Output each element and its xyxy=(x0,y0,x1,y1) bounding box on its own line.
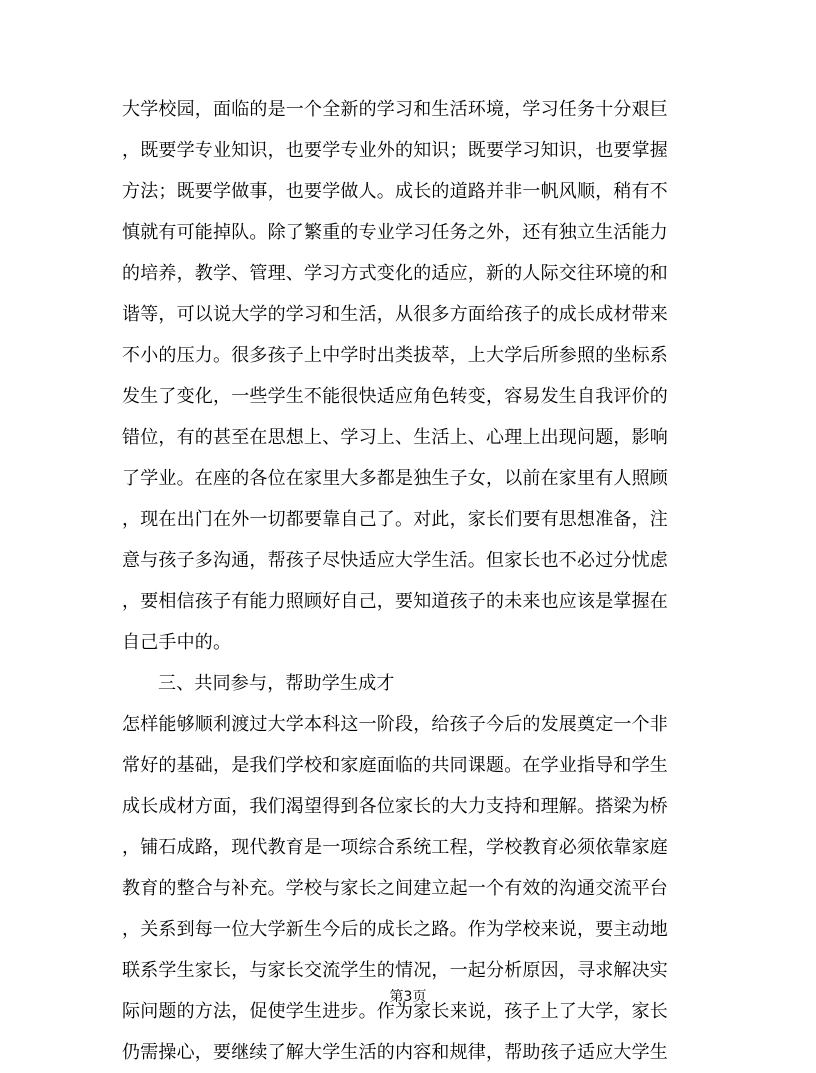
text-line: ，关系到每一位大学新生今后的成长之路。作为学校来说，要主动地 xyxy=(122,919,668,940)
text-line: 了学业。在座的各位在家里大多都是独生子女，以前在家里有人照顾 xyxy=(122,468,668,489)
text-line: 的培养，教学、管理、学习方式变化的适应，新的人际交往环境的和 xyxy=(122,263,668,284)
text-line: 错位，有的甚至在思想上、学习上、生活上、心理上出现问题，影响 xyxy=(122,427,668,448)
text-line: 常好的基础，是我们学校和家庭面临的共同课题。在学业指导和学生 xyxy=(122,755,668,776)
text-line: 成长成材方面，我们渴望得到各位家长的大力支持和理解。搭梁为桥 xyxy=(122,796,668,817)
text-line: 慎就有可能掉队。除了繁重的专业学习任务之外，还有独立生活能力 xyxy=(122,222,668,243)
text-line: 意与孩子多沟通，帮孩子尽快适应大学生活。但家长也不必过分忧虑 xyxy=(122,550,668,571)
page-footer xyxy=(0,987,816,1007)
text-line: 不小的压力。很多孩子上中学时出类拔萃，上大学后所参照的坐标系 xyxy=(122,345,668,366)
text-line: 发生了变化，一些学生不能很快适应角色转变，容易发生自我评价的 xyxy=(122,386,668,407)
text-line: 谐等，可以说大学的学习和生活，从很多方面给孩子的成长成材带来 xyxy=(122,304,668,325)
text-line: 仍需操心，要继续了解大学生活的内容和规律，帮助孩子适应大学生 xyxy=(122,1042,668,1063)
body-paragraph-1 xyxy=(122,89,692,1073)
text-line: 自己手中的。 xyxy=(122,632,232,653)
text-line: 方法；既要学做事，也要学做人。成长的道路并非一帆风顺，稍有不 xyxy=(122,181,668,202)
text-line: ，铺石成路，现代教育是一项综合系统工程，学校教育必须依靠家庭 xyxy=(122,837,668,858)
text-line: ，现在出门在外一切都要靠自己了。对此，家长们要有思想准备，注 xyxy=(122,509,668,530)
text-line: ，要相信孩子有能力照顾好自己，要知道孩子的未来也应该是掌握在 xyxy=(122,591,668,612)
text-line: 大学校园，面临的是一个全新的学习和生活环境，学习任务十分艰巨 xyxy=(122,99,668,120)
page-number: 第3页 xyxy=(389,989,427,1005)
text-line: 怎样能够顺利渡过大学本科这一阶段，给孩子今后的发展奠定一个非 xyxy=(122,714,668,735)
text-line: ，既要学专业知识，也要学专业外的知识；既要学习知识，也要掌握 xyxy=(122,140,668,161)
section-heading: 三、共同参与，帮助学生成才 xyxy=(158,673,395,694)
text-line: 教育的整合与补充。学校与家长之间建立起一个有效的沟通交流平台 xyxy=(122,878,668,899)
text-line: 联系学生家长，与家长交流学生的情况，一起分析原因，寻求解决实 xyxy=(122,960,668,981)
text-line: 际问题的方法，促使学生进步。作为家长来说，孩子上了大学，家长 xyxy=(122,1001,668,1022)
